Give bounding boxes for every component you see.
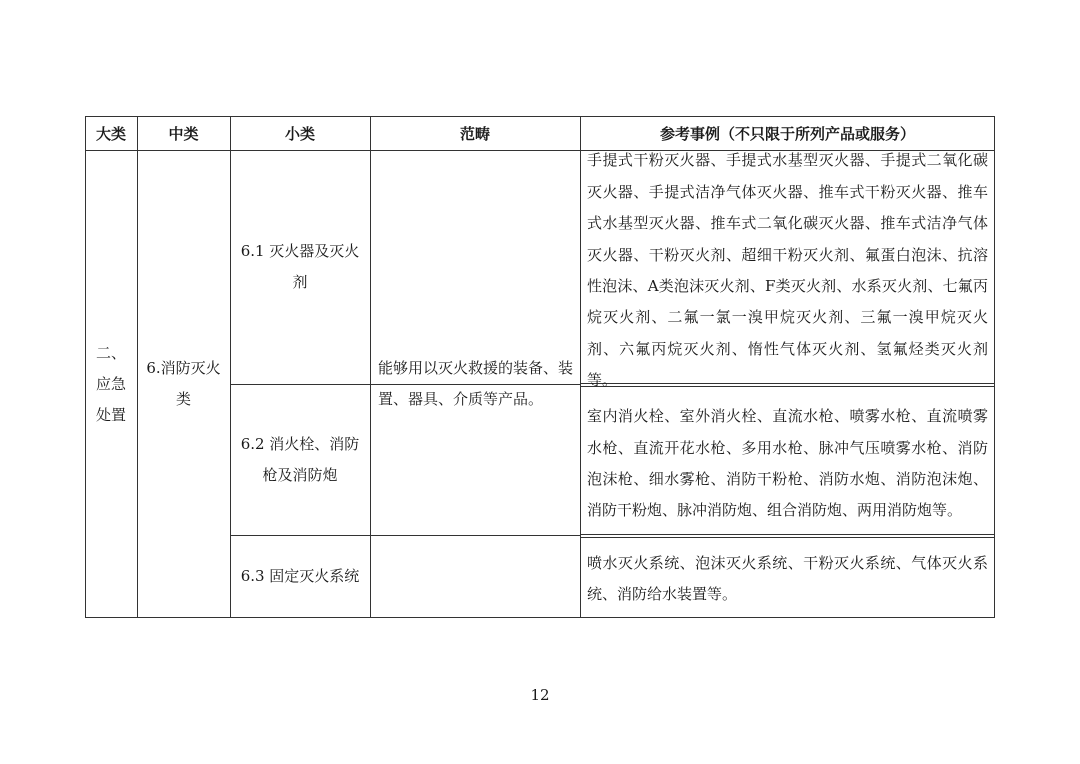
major-category-text: 二、应急处置: [96, 343, 127, 424]
examples-cell-6-1: [580, 151, 995, 390]
header-major-category: 大类: [95, 124, 126, 143]
sub-category-cell-6-2: [230, 384, 370, 535]
sub-category-cell-6-3: [230, 535, 370, 618]
category-table: [85, 116, 995, 618]
header-examples: 参考事例（不只限于所列产品或服务）: [659, 124, 915, 143]
sub-category-cell-6-1: [230, 150, 370, 384]
examples-text: 喷水灭火系统、泡沫灭火系统、干粉灭火系统、气体灭火系统、消防给水装置等。: [587, 553, 988, 603]
examples-cell-6-2: [580, 399, 995, 529]
scope-text: 能够用以灭火救援的装备、装置、器具、介质等产品。: [378, 359, 574, 408]
header-middle-category: 中类: [168, 124, 199, 143]
sub-category-text: 6.3 固定灭火系统: [240, 567, 360, 585]
examples-text: 手提式干粉灭火器、手提式水基型灭火器、手提式二氧化碳灭火器、手提式洁净气体灭火器、推车式干粉灭火器、推车式水基型灭火器、推车式二氧化碳灭火器、推车式洁净气体灭火器、干粉灭火剂、超细干粉灭火剂、氟蛋白泡沫、抗溶性泡沫、A类泡沫灭火剂、F类灭火剂、水系灭火剂、七氟丙烷灭火剂、二氟一氯一溴甲烷灭火剂、三氟一溴甲烷灭火剂、六氟丙烷灭火剂、惰性气体灭火剂、氢氟烃类灭火剂等。: [587, 151, 988, 390]
header-scope: 范畴: [459, 124, 490, 143]
sub-category-text: 6.2 消火栓、消防枪及消防炮: [240, 434, 360, 484]
major-category-cell: [85, 150, 137, 618]
examples-text: 室内消火栓、室外消火栓、直流水枪、喷雾水枪、直流喷雾水枪、直流开花水枪、多用水枪、脉冲气压喷雾水枪、消防泡沫枪、细水雾枪、消防干粉枪、消防水炮、消防泡沫炮、消防干粉炮、脉冲消防炮、组合消防炮、两用消防炮等。: [587, 407, 988, 520]
middle-category-cell: [137, 150, 230, 618]
middle-category-text: 6.消防灭火类: [146, 359, 221, 408]
header-sub-category: 小类: [284, 124, 315, 143]
scope-cell: [370, 150, 580, 618]
sub-category-text: 6.1 灭火器及灭火剂: [240, 242, 360, 291]
page-number: 12: [530, 686, 550, 704]
examples-cell-6-3: [580, 546, 995, 612]
